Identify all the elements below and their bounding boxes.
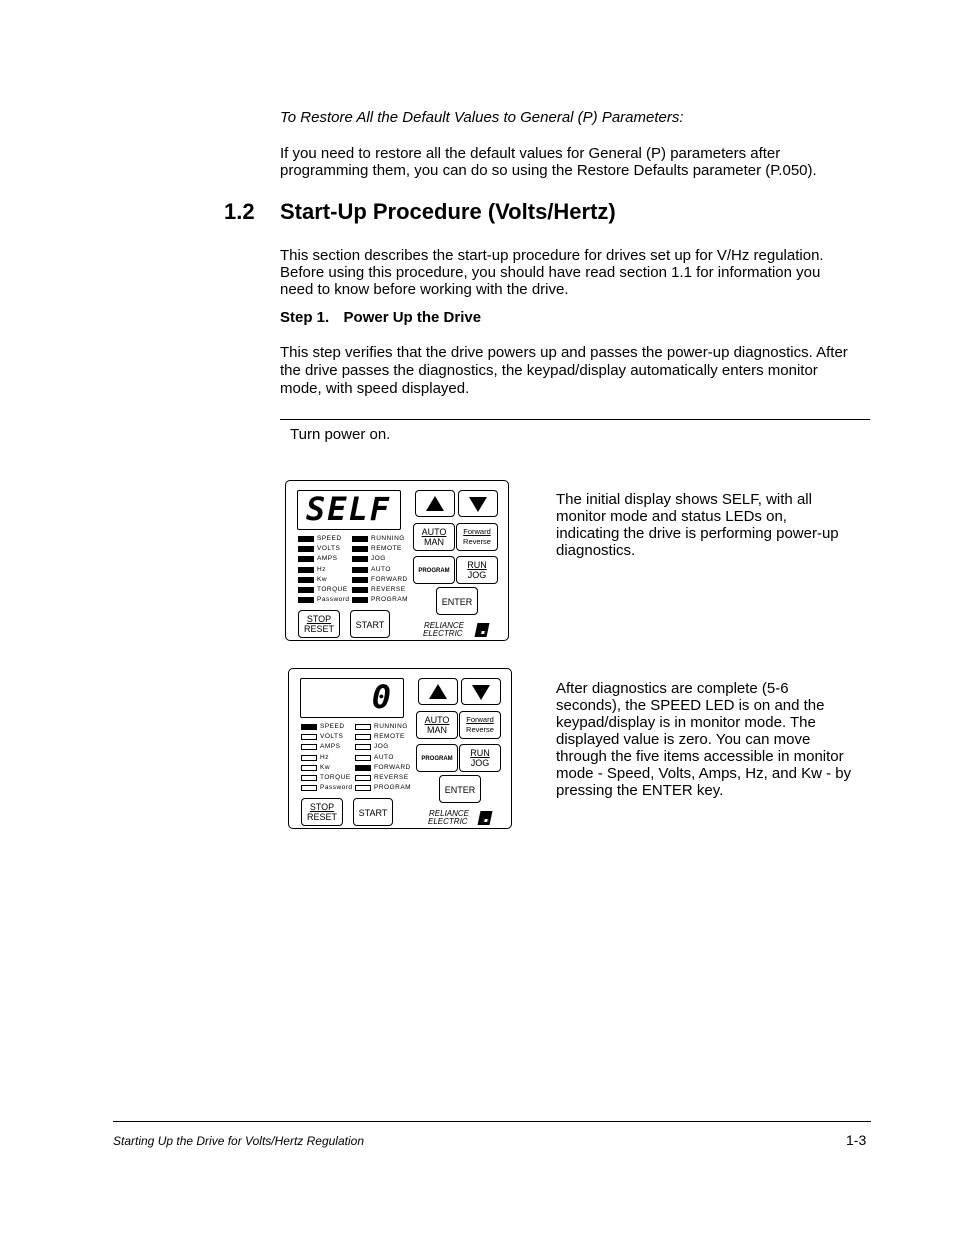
start-button[interactable]: START xyxy=(353,798,393,826)
text-line: This step verifies that the drive powers up and passes the power-up diagnostics. After xyxy=(280,344,848,361)
lcd-display xyxy=(300,678,404,718)
jog-label: JOG xyxy=(470,758,490,768)
led-indicator xyxy=(352,577,368,583)
led-label: PROGRAM xyxy=(374,784,412,792)
jog-label: JOG xyxy=(467,570,487,580)
man-label: MAN xyxy=(427,725,447,735)
led-indicator xyxy=(355,785,371,791)
led-label: Hz xyxy=(320,753,329,761)
display-value: SELF xyxy=(306,490,392,528)
led-label: AUTO xyxy=(374,753,394,761)
logo-text-line: ELECTRIC xyxy=(423,629,463,638)
led-indicator xyxy=(298,577,314,583)
led-label: Kw xyxy=(317,575,328,583)
led-label: AMPS xyxy=(317,555,338,563)
keypad-diagram-self xyxy=(285,480,509,641)
led-label: FORWARD xyxy=(374,763,411,771)
reverse-label: Reverse xyxy=(466,725,494,734)
led-indicator xyxy=(352,556,368,562)
stop-label: STOP xyxy=(309,802,335,812)
down-arrow-icon xyxy=(472,685,490,700)
led-label: SPEED xyxy=(320,723,345,730)
reliance-logo-icon xyxy=(475,623,490,637)
stop-reset-button[interactable] xyxy=(301,798,343,826)
text-line: mode - Speed, Volts, Amps, Hz, and Kw - by xyxy=(556,765,852,782)
logo-text-line: ELECTRIC xyxy=(428,817,468,826)
reset-label: RESET xyxy=(306,812,337,822)
led-label: SPEED xyxy=(317,535,342,542)
restore-paragraph xyxy=(280,145,817,179)
text-line: diagnostics. xyxy=(556,542,636,559)
led-label: REVERSE xyxy=(374,774,409,781)
led-label: FORWARD xyxy=(371,575,408,583)
run-label: RUN xyxy=(470,748,490,758)
led-indicator xyxy=(352,567,368,573)
led-label: REVERSE xyxy=(371,586,406,593)
led-indicator xyxy=(298,546,314,552)
logo-text-line: RELIANCE xyxy=(424,621,465,630)
led-indicator xyxy=(298,597,314,603)
led-indicator xyxy=(301,775,317,781)
step-heading xyxy=(280,309,481,326)
logo-text-line: RELIANCE xyxy=(429,809,470,818)
up-arrow-icon xyxy=(429,684,447,699)
led-label: Password xyxy=(317,596,350,604)
run-label: RUN xyxy=(467,560,487,570)
text-line: seconds), the SPEED LED is on and the xyxy=(556,697,825,714)
text-line: Before using this procedure, you should have read section 1.1 for information you xyxy=(280,264,821,281)
text-line: through the five items accessible in monitor xyxy=(556,748,844,765)
led-label: TORQUE xyxy=(320,774,351,781)
led-label: JOG xyxy=(371,555,386,563)
led-indicator xyxy=(352,546,368,552)
led-label: VOLTS xyxy=(317,545,341,553)
text-line: If you need to restore all the default values for General (P) parameters after xyxy=(280,145,781,162)
led-indicator xyxy=(355,734,371,740)
text-line: displayed value is zero. You can move xyxy=(556,731,811,748)
text-line: keypad/display is in monitor mode. The xyxy=(556,714,816,731)
led-indicator xyxy=(355,724,371,730)
stop-label: STOP xyxy=(306,614,332,624)
reverse-label: Reverse xyxy=(463,537,491,546)
led-indicator xyxy=(352,597,368,603)
text-line: mode, with speed displayed. xyxy=(280,380,470,397)
led-label: Hz xyxy=(317,565,326,573)
text-line: After diagnostics are complete (5-6 xyxy=(556,680,789,697)
led-label: RUNNING xyxy=(371,535,405,542)
text-line: need to know before working with the drive. xyxy=(280,281,569,298)
man-label: MAN xyxy=(424,537,444,547)
caption-monitor xyxy=(556,680,851,799)
led-indicator xyxy=(301,755,317,761)
auto-label: AUTO xyxy=(421,527,447,537)
display-value: 0 xyxy=(371,678,393,716)
led-indicator xyxy=(301,744,317,750)
table-rule xyxy=(280,419,870,420)
reliance-electric-logo xyxy=(429,810,469,826)
reliance-electric-logo xyxy=(424,622,464,638)
stop-reset-button[interactable] xyxy=(298,610,340,638)
led-indicator xyxy=(298,567,314,573)
led-indicator xyxy=(298,587,314,593)
led-indicator xyxy=(355,755,371,761)
led-indicator xyxy=(352,587,368,593)
led-indicator xyxy=(301,765,317,771)
led-label: RUNNING xyxy=(374,723,408,730)
subheading: To Restore All the Default Values to General (P) Parameters: xyxy=(280,109,684,126)
led-label: VOLTS xyxy=(320,733,344,741)
led-indicator xyxy=(301,724,317,730)
led-label: TORQUE xyxy=(317,586,348,593)
text-line: programming them, you can do so using the Restore Defaults parameter (P.050). xyxy=(280,162,817,179)
step-label: Step 1. xyxy=(280,309,330,326)
program-button[interactable]: PROGRAM xyxy=(413,556,455,584)
down-arrow-button[interactable] xyxy=(461,678,501,705)
led-label: AMPS xyxy=(320,743,341,751)
led-indicator xyxy=(355,744,371,750)
lcd-display xyxy=(297,490,401,530)
text-line: indicating the drive is performing power-up xyxy=(556,525,839,542)
text-line: This section describes the start-up procedure for drives set up for V/Hz regulation. xyxy=(280,247,824,264)
forward-label: Forward xyxy=(463,527,491,536)
up-arrow-button[interactable] xyxy=(415,490,455,517)
forward-reverse-button[interactable] xyxy=(456,523,498,551)
down-arrow-icon xyxy=(469,497,487,512)
section-title: Start-Up Procedure (Volts/Hertz) xyxy=(280,199,616,224)
enter-button[interactable]: ENTER xyxy=(439,775,481,803)
text-line: monitor mode and status LEDs on, xyxy=(556,508,787,525)
run-jog-button[interactable] xyxy=(459,744,501,772)
down-arrow-button[interactable] xyxy=(458,490,498,517)
text-line: the drive passes the diagnostics, the keypad/display automatically enters monitor xyxy=(280,362,818,379)
led-label: REMOTE xyxy=(374,733,405,741)
footer-rule xyxy=(113,1121,871,1122)
start-button[interactable]: START xyxy=(350,610,390,638)
led-indicator xyxy=(355,775,371,781)
program-button[interactable]: PROGRAM xyxy=(416,744,458,772)
led-indicator xyxy=(301,785,317,791)
led-label: PROGRAM xyxy=(371,596,409,604)
enter-button[interactable]: ENTER xyxy=(436,587,478,615)
text-line: The initial display shows SELF, with all xyxy=(556,491,812,508)
step-paragraph xyxy=(280,344,848,398)
caption-self xyxy=(556,491,839,559)
footer-title: Starting Up the Drive for Volts/Hertz Regulation xyxy=(113,1134,364,1148)
reset-label: RESET xyxy=(303,624,334,634)
led-indicator xyxy=(298,536,314,542)
led-indicator xyxy=(301,734,317,740)
led-label: AUTO xyxy=(371,565,391,573)
auto-man-button[interactable] xyxy=(413,523,455,551)
auto-man-button[interactable] xyxy=(416,711,458,739)
keypad-diagram-monitor xyxy=(288,668,512,829)
up-arrow-button[interactable] xyxy=(418,678,458,705)
auto-label: AUTO xyxy=(424,715,450,725)
page-number: 1-3 xyxy=(846,1132,867,1148)
step-title: Power Up the Drive xyxy=(343,309,482,326)
led-label: REMOTE xyxy=(371,545,402,553)
text-line: pressing the ENTER key. xyxy=(556,782,724,799)
reliance-logo-icon xyxy=(478,811,493,825)
intro-paragraph xyxy=(280,247,824,298)
led-label: JOG xyxy=(374,743,389,751)
run-jog-button[interactable] xyxy=(456,556,498,584)
instruction: Turn power on. xyxy=(290,426,391,443)
led-label: Kw xyxy=(320,763,331,771)
section-number: 1.2 xyxy=(224,199,255,224)
forward-reverse-button[interactable] xyxy=(459,711,501,739)
led-indicator xyxy=(298,556,314,562)
led-label: Password xyxy=(320,784,353,792)
forward-label: Forward xyxy=(466,715,494,724)
up-arrow-icon xyxy=(426,496,444,511)
led-indicator xyxy=(352,536,368,542)
led-indicator xyxy=(355,765,371,771)
